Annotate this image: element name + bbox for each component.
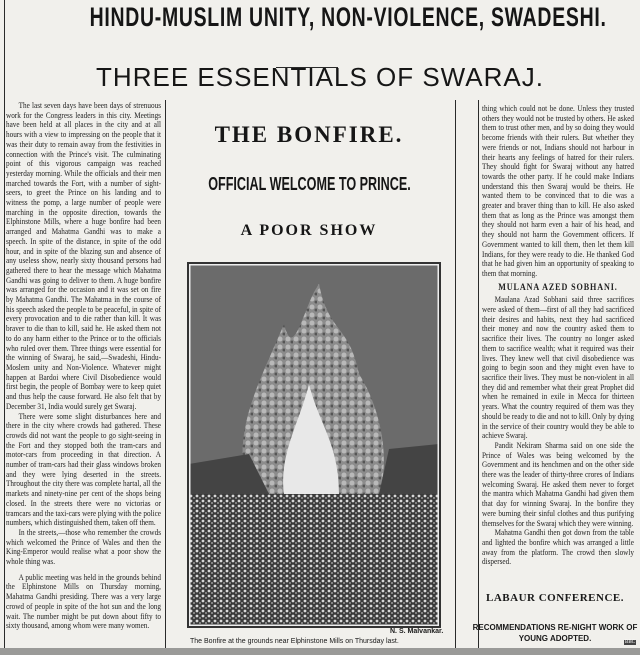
sub-headline: THREE ESSENTIALS OF SWARAJ. [96, 62, 544, 92]
main-headline: HINDU-MUSLIM UNITY, NON-VIOLENCE, SWADESHI. [89, 2, 607, 32]
section-subtitle: OFFICIAL WELCOME TO PRINCE. [208, 174, 411, 194]
column-rule [455, 100, 456, 648]
article-paragraph: thing which could not be done. Unless they trusted others they would not be trusted by others. He asked them to trust other men, and by so doing they would become friends with their rulers. But whether they were friends or not, Indians should not harbour in their hearts any feelings of hatred for their rulers. They should fight for Swaraj without any hatred towards the other party. If he could make Indians understand this then Swaraj would be theirs. He wanted them to be convinced that to die was a greater and braver thing than to kill. He also asked them that as long as the Prince was amongst them they should not harm even a hair of his head, and they should not harm the Government officers. If Government wanted to kill them, then let them kill Indians, for they were ready to die. He thanked God that he had given him an opportunity of speaking to them that morning. [482, 104, 634, 278]
article-paragraph: There were some slight disturbances here and there in the city where crowds had gathered. These crowds did not want the people to go sight-seeing in the Fort and they stopped both the tram-cars and motor-cars from proceeding in that direction. A number of tram-cars had their glass windows broken and they were lying deserted in the streets. Throughout the city there was complete hartal, all the markets and ninety-nine per cent of the shops being closed. In the streets there were no victorias or tramcars and the taxi-cars were plying with the police numbers, which distinguished them, taken off them. [6, 411, 161, 528]
bonfire-photo [187, 262, 441, 628]
watermark-logo: BBC [625, 640, 636, 645]
labour-heading: LABAUR CONFERENCE. [486, 592, 624, 604]
bottom-bar [0, 648, 640, 655]
bonfire-image [189, 264, 439, 626]
article-paragraph: Pandit Nekiram Sharma said on one side the Prince of Wales was being welcomed by the Government and its henchmen and on the other side there was the leader of thirty-three crores of Indians welcoming Swaraj. He asked them never to forget the mantra which Mahatma Gandhi had given them that day for winning Swaraj. In the bonfire they were burning their sinful clothes and thus purifying themselves for the Swaraj which they were winning. [482, 440, 634, 528]
column-rule [4, 0, 5, 648]
left-column [6, 101, 161, 631]
column-rule [165, 100, 166, 648]
photo-caption: The Bonfire at the grounds near Elphinstone Mills on Thursday last. [190, 638, 399, 645]
article-paragraph: A public meeting was held in the grounds behind the Elphinstone Mills on Thursday morning, Mahatma Gandhi presiding. There was a very large crowd of people in spite of the hot sun and the long wait. The number might be put down about fifty to sixty thousand, among whom were many women. [6, 572, 161, 631]
article-paragraph: Maulana Azad Sobhani said three sacrifices were asked of them—first of all they had sacrificed their desires and habits, next they had sacrificed their money and now the country asked them to sacrifice their lives. The country no longer asked them to sacrifice wealth; what it required was their lives. They knew well that civil disobedience was going to begin soon and they might even have to sacrifice their lives. They must be non-violent in all they did and remember what their great Prophet did when he remained in exile in Mecca for thirteen years. What the country required of them was they should be ready to die and not to kill. Only by dying in the service of their country would they be able to achieve Swaraj. [482, 295, 634, 441]
labour-subheading: RECOMMENDATIONS RE-NIGHT WORK OF YOUNG ADOPTED. [472, 623, 638, 643]
article-paragraph: In the streets,—those who remember the crowds which welcomed the Prince of Wales and then the King-Emperor would realise what a poor show the whole thing was. [6, 527, 161, 567]
section-kicker: A POOR SHOW [240, 222, 378, 239]
article-paragraph: The last seven days have been days of strenuous work for the Congress leaders in this city. Meetings have been held at all places in the city and at all hours with a view to impressing on the people that it was their duty to remain away from the festivities in connection with the Prince's visit. The culminating point of this vigorous campaign was reached yesterday morning. While the officials and their men marched towards the Fort, with a number of sight-seers, to greet the Prince on his landing and to witness the pomp, a large number of people were marching in the opposite direction, towards the Elphinstone Mills, where a huge bonfire had been arranged and Mahatma Gandhi was to make a speech. In spite of the distance, in spite of the odd hour, and in spite of the blazing sun and absence of any useless show, nearly sixty thousand persons had gathered there to hear the message which Mahatma Gandhi was going to deliver to them. A huge bonfire was arranged for the occasion and it was set on fire by Mahatma Gandhi. The Mahatma in the course of his speech asked the people to be peaceful, in spite of every provocation and to die rather than kill. It was braver to die than to kill, said he. He asked them not to do any harm either to the Prince or to the officials who ruled over them. Three things were essential for the winning of Swaraj, he said,—Swadeshi, Hindu-Moslem unity and Non-Violence. Whatever might happen at Bardoi where Civil Disobedience would first begin, the people of Bombay were to keep quiet and thus help the cause forward. He also felt that by December 31, India would surely get Swaraj. [6, 101, 161, 411]
column-rule [478, 100, 479, 648]
section-heading: MULANA AZED SOBHANI. [498, 281, 618, 292]
article-paragraph: Mahatma Gandhi then got down from the table and lighted the bonfire which was arranged a little away from the platform. The crowd then slowly dispersed. [482, 528, 634, 567]
section-title: THE BONFIRE. [214, 122, 404, 147]
right-column [482, 104, 634, 567]
photo-credit: N. S. Malvankar. [390, 628, 444, 635]
